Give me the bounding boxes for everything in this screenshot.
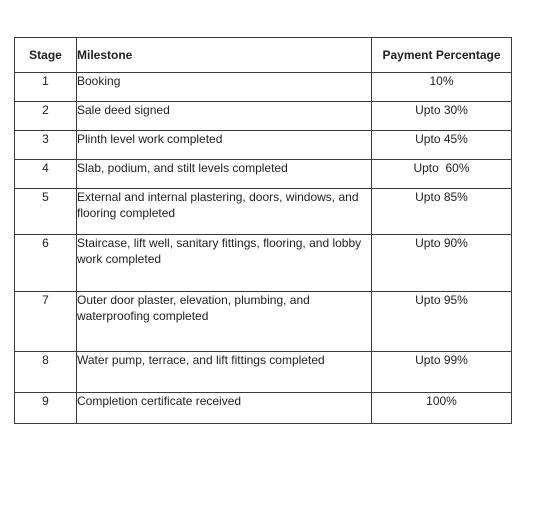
table-row — [15, 393, 512, 424]
table-row — [15, 189, 512, 235]
stage-cell: 9 — [15, 393, 77, 424]
payment-cell: Upto 90% — [372, 235, 512, 292]
stage-cell: 5 — [15, 189, 77, 235]
milestone-cell: Outer door plaster, elevation, plumbing, and waterproofing completed — [77, 292, 372, 352]
milestone-cell: Plinth level work completed — [77, 131, 372, 160]
payment-cell: Upto 45% — [372, 131, 512, 160]
payment-schedule-table — [14, 37, 512, 424]
table-row — [15, 352, 512, 393]
milestone-cell: External and internal plastering, doors, windows, and flooring completed — [77, 189, 372, 235]
stage-cell: 1 — [15, 73, 77, 102]
header-payment-percentage: Payment Percentage — [372, 38, 512, 73]
table-header — [15, 38, 512, 73]
table-body — [15, 73, 512, 424]
stage-cell: 3 — [15, 131, 77, 160]
milestone-cell: Completion certificate received — [77, 393, 372, 424]
table-row — [15, 131, 512, 160]
header-stage: Stage — [15, 38, 77, 73]
stage-cell: 6 — [15, 235, 77, 292]
payment-cell: Upto 95% — [372, 292, 512, 352]
payment-cell: 10% — [372, 73, 512, 102]
milestone-cell: Staircase, lift well, sanitary fittings, flooring, and lobby work completed — [77, 235, 372, 292]
payment-cell: Upto 30% — [372, 102, 512, 131]
header-row — [15, 38, 512, 73]
milestone-cell: Sale deed signed — [77, 102, 372, 131]
milestone-cell: Booking — [77, 73, 372, 102]
payment-cell: Upto 85% — [372, 189, 512, 235]
milestone-cell: Slab, podium, and stilt levels completed — [77, 160, 372, 189]
table-row — [15, 292, 512, 352]
milestone-cell: Water pump, terrace, and lift fittings completed — [77, 352, 372, 393]
table-row — [15, 160, 512, 189]
table-row — [15, 235, 512, 292]
stage-cell: 2 — [15, 102, 77, 131]
payment-cell: Upto 60% — [372, 160, 512, 189]
payment-cell: Upto 99% — [372, 352, 512, 393]
table-row — [15, 102, 512, 131]
payment-cell: 100% — [372, 393, 512, 424]
stage-cell: 7 — [15, 292, 77, 352]
table-row — [15, 73, 512, 102]
stage-cell: 4 — [15, 160, 77, 189]
header-milestone: Milestone — [77, 38, 372, 73]
stage-cell: 8 — [15, 352, 77, 393]
